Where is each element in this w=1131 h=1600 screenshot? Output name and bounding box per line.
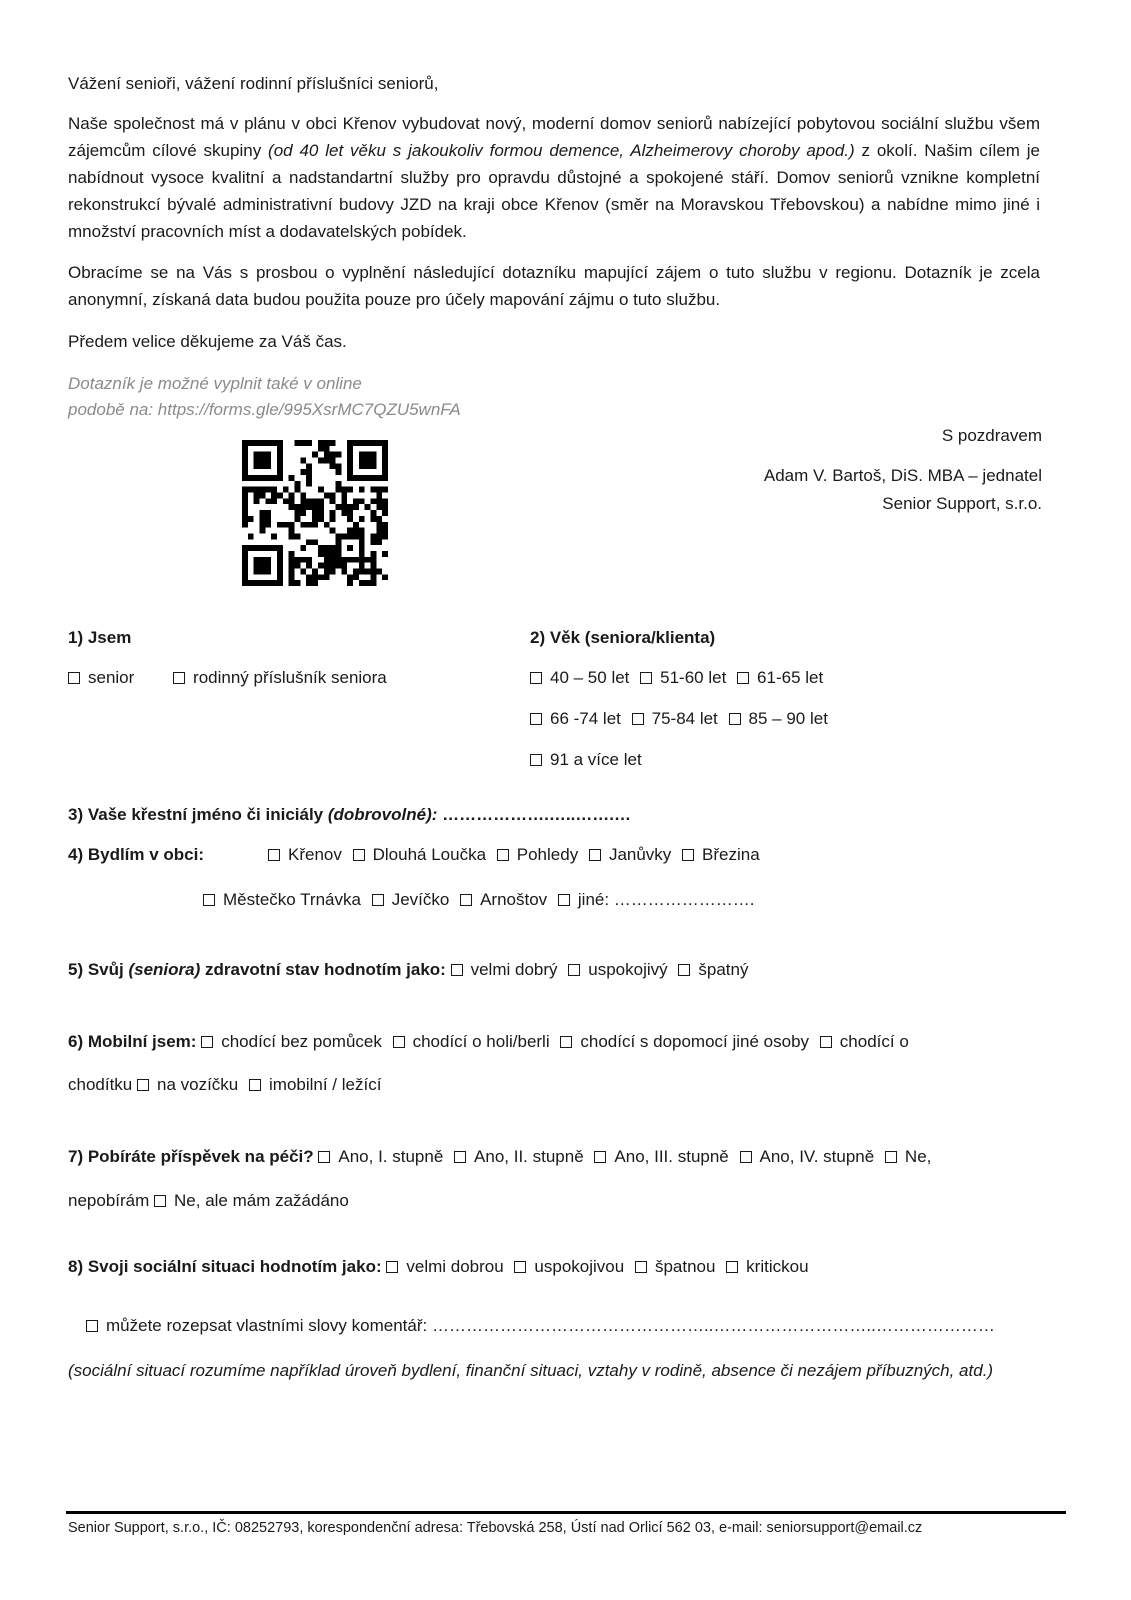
q4-options-row2 [203,888,761,912]
checkbox-icon[interactable] [497,849,509,861]
checkbox-icon[interactable] [203,894,215,906]
q8-option-very-good[interactable]: velmi dobrou [386,1255,503,1279]
q5-option-satisfactory[interactable]: uspokojivý [568,958,667,982]
q2-options-row3 [530,748,648,772]
q2-option-75-84[interactable]: 75-84 let [632,707,718,731]
checkbox-icon[interactable] [460,894,472,906]
q8-comment-row [86,1314,1001,1338]
online-note-line2: podobě na: https://forms.gle/995XsrMC7QZU5wnFA [68,400,461,419]
q7-option-degree-3[interactable]: Ano, III. stupně [594,1145,728,1169]
q4-option-brezina[interactable]: Březina [682,843,760,867]
thanks-paragraph: Předem velice děkujeme za Váš čas. [68,332,347,351]
checkbox-icon[interactable] [514,1261,526,1273]
checkbox-icon[interactable] [530,713,542,725]
q7-option-degree-1[interactable]: Ano, I. stupně [318,1145,443,1169]
checkbox-icon[interactable] [632,713,644,725]
checkbox-icon[interactable] [154,1195,166,1207]
checkbox-icon[interactable] [137,1079,149,1091]
q6-wrap-text: chodítku [68,1075,133,1094]
checkbox-icon[interactable] [353,849,365,861]
checkbox-icon[interactable] [86,1320,98,1332]
q5-option-very-good[interactable]: velmi dobrý [451,958,558,982]
checkbox-icon[interactable] [635,1261,647,1273]
checkbox-icon[interactable] [530,672,542,684]
checkbox-icon[interactable] [454,1151,466,1163]
q4-options-row1 [268,843,766,867]
checkbox-icon[interactable] [820,1036,832,1048]
q8-option-bad[interactable]: špatnou [635,1255,716,1279]
q8-comment-field[interactable]: můžete rozepsat vlastními slovy komentář: …………………………………………..………………………..………………… [106,1316,995,1335]
q1-option-senior[interactable]: senior [68,666,134,690]
q8-comment-option[interactable] [86,1314,995,1338]
q2-option-85-90[interactable]: 85 – 90 let [729,707,828,731]
signature-name: Adam V. Bartoš, DiS. MBA – jednatel [763,466,1042,485]
q2-option-61-65[interactable]: 61-65 let [737,666,823,690]
checkbox-icon[interactable] [372,894,384,906]
checkbox-icon[interactable] [589,849,601,861]
checkbox-icon[interactable] [393,1036,405,1048]
checkbox-icon[interactable] [885,1151,897,1163]
checkbox-icon[interactable] [737,672,749,684]
checkbox-icon[interactable] [729,713,741,725]
q5-label: 5) Svůj (seniora) zdravotní stav hodnotím jako: [68,960,446,979]
q2-option-66-74[interactable]: 66 -74 let [530,707,621,731]
checkbox-icon[interactable] [594,1151,606,1163]
q6-option-bedridden[interactable]: imobilní / ležící [249,1073,381,1097]
q6-row2 [68,1073,387,1097]
checkbox-icon[interactable] [560,1036,572,1048]
q2-options-row1 [530,666,829,690]
q6-label: 6) Mobilní jsem: [68,1032,197,1051]
q7-row1 [68,1145,937,1169]
q8-option-satisfactory[interactable]: uspokojivou [514,1255,624,1279]
q8-option-critical[interactable]: kritickou [726,1255,808,1279]
q8-note: (sociální situací rozumíme například úroveň bydlení, finanční situaci, vztahy v rodině, absence či nezájem příbuzných, atd.) [68,1361,994,1380]
q7-option-degree-2[interactable]: Ano, II. stupně [454,1145,584,1169]
checkbox-icon[interactable] [201,1036,213,1048]
q7-option-no[interactable]: Ne, [885,1145,931,1169]
q2-option-91-plus[interactable]: 91 a více let [530,748,642,772]
q8-row [68,1255,815,1279]
q6-option-wheelchair[interactable]: na vozíčku [137,1073,238,1097]
q5-option-bad[interactable]: špatný [678,958,748,982]
q7-label: 7) Pobíráte příspěvek na péči? [68,1147,314,1166]
q2-option-40-50[interactable]: 40 – 50 let [530,666,629,690]
checkbox-icon[interactable] [249,1079,261,1091]
q6-option-walker[interactable]: chodící o [820,1030,909,1054]
q4-option-krenov[interactable]: Křenov [268,843,342,867]
q8-label: 8) Svoji sociální situaci hodnotím jako: [68,1257,382,1276]
checkbox-icon[interactable] [268,849,280,861]
q2-label: 2) Věk (seniora/klienta) [530,628,716,647]
checkbox-icon[interactable] [678,964,690,976]
q6-row1 [68,1030,915,1054]
q1-option-relative[interactable]: rodinný příslušník seniora [173,666,387,690]
greeting: Vážení senioři, vážení rodinní příslušníci seniorů, [68,74,439,93]
checkbox-icon[interactable] [740,1151,752,1163]
q3-answer-field[interactable]: ……………….…..…….… [437,805,632,824]
intro-paragraph: Naše společnost má v plánu v obci Křenov vybudovat nový, moderní domov seniorů nabízející pobytovou sociální službu všem zájemcům cílové skupiny (od 40 let věku s jakoukoliv formou demence, Alzheimerovy choroby apod.) z okolí. Našim cílem je nabídnout vysoce kvalitní a nadstandartní služby pro opravdu důstojné a spokojené stáří. Domov seniorů vznikne kompletní rekonstrukcí bývalé administrativní budovy JZD na kraji obce Křenov (směr na Moravskou Třebovskou) a nabídne mimo jiné i množství pracovních míst a dodavatelských pobídek. [68,114,1041,241]
checkbox-icon[interactable] [451,964,463,976]
checkbox-icon[interactable] [173,672,185,684]
checkbox-icon[interactable] [682,849,694,861]
q6-option-cane[interactable]: chodící o holi/berli [393,1030,550,1054]
checkbox-icon[interactable] [386,1261,398,1273]
request-paragraph: Obracíme se na Vás s prosbou o vyplnění následující dotazníku mapující zájem o tuto službu v regionu. Dotazník je zcela anonymní, získaná data budou použita pouze pro účely mapování zájmu o tuto službu. [68,263,1040,309]
q6-option-no-aids[interactable]: chodící bez pomůcek [201,1030,382,1054]
q4-option-mestecko-trnavka[interactable]: Městečko Trnávka [203,888,361,912]
q5-row [68,958,754,982]
q6-option-assisted[interactable]: chodící s dopomocí jiné osoby [560,1030,809,1054]
q7-row2 [68,1189,355,1213]
q2-options-row2 [530,707,834,731]
qr-code-image[interactable] [242,440,388,586]
q7-wrap-text: nepobírám [68,1191,150,1210]
q1-label: 1) Jsem [68,628,132,647]
q7-option-degree-4[interactable]: Ano, IV. stupně [740,1145,875,1169]
footer: Senior Support, s.r.o., IČ: 08252793, korespondenční adresa: Třebovská 258, Ústí nad Orlicí 562 03, e-mail: seniorsupport@email.cz [68,1520,923,1536]
q2-option-51-60[interactable]: 51-60 let [640,666,726,690]
q4-option-januvky[interactable]: Janůvky [589,843,671,867]
closing: S pozdravem [941,426,1042,445]
online-note-line1: Dotazník je možné vyplnit také v online [68,374,362,393]
checkbox-icon[interactable] [318,1151,330,1163]
q4-label: 4) Bydlím v obci: [68,845,205,864]
footer-divider [66,1511,1066,1514]
checkbox-icon[interactable] [68,672,80,684]
q3-label: 3) Vaše křestní jméno či iniciály (dobrovolné): ……………….…..…….… [68,805,632,824]
q4-option-other[interactable]: jiné: ……………………. [558,888,755,912]
q7-option-applied[interactable]: Ne, ale mám zažádáno [154,1189,349,1213]
q4-option-arnostov[interactable]: Arnoštov [460,888,547,912]
q4-option-pohledy[interactable]: Pohledy [497,843,578,867]
checkbox-icon[interactable] [530,754,542,766]
checkbox-icon[interactable] [640,672,652,684]
q4-option-jevicko[interactable]: Jevíčko [372,888,450,912]
q1-options [68,666,393,690]
checkbox-icon[interactable] [568,964,580,976]
signature-company: Senior Support, s.r.o. [882,494,1042,513]
checkbox-icon[interactable] [558,894,570,906]
checkbox-icon[interactable] [726,1261,738,1273]
q4-option-dlouha-loucka[interactable]: Dlouhá Loučka [353,843,486,867]
